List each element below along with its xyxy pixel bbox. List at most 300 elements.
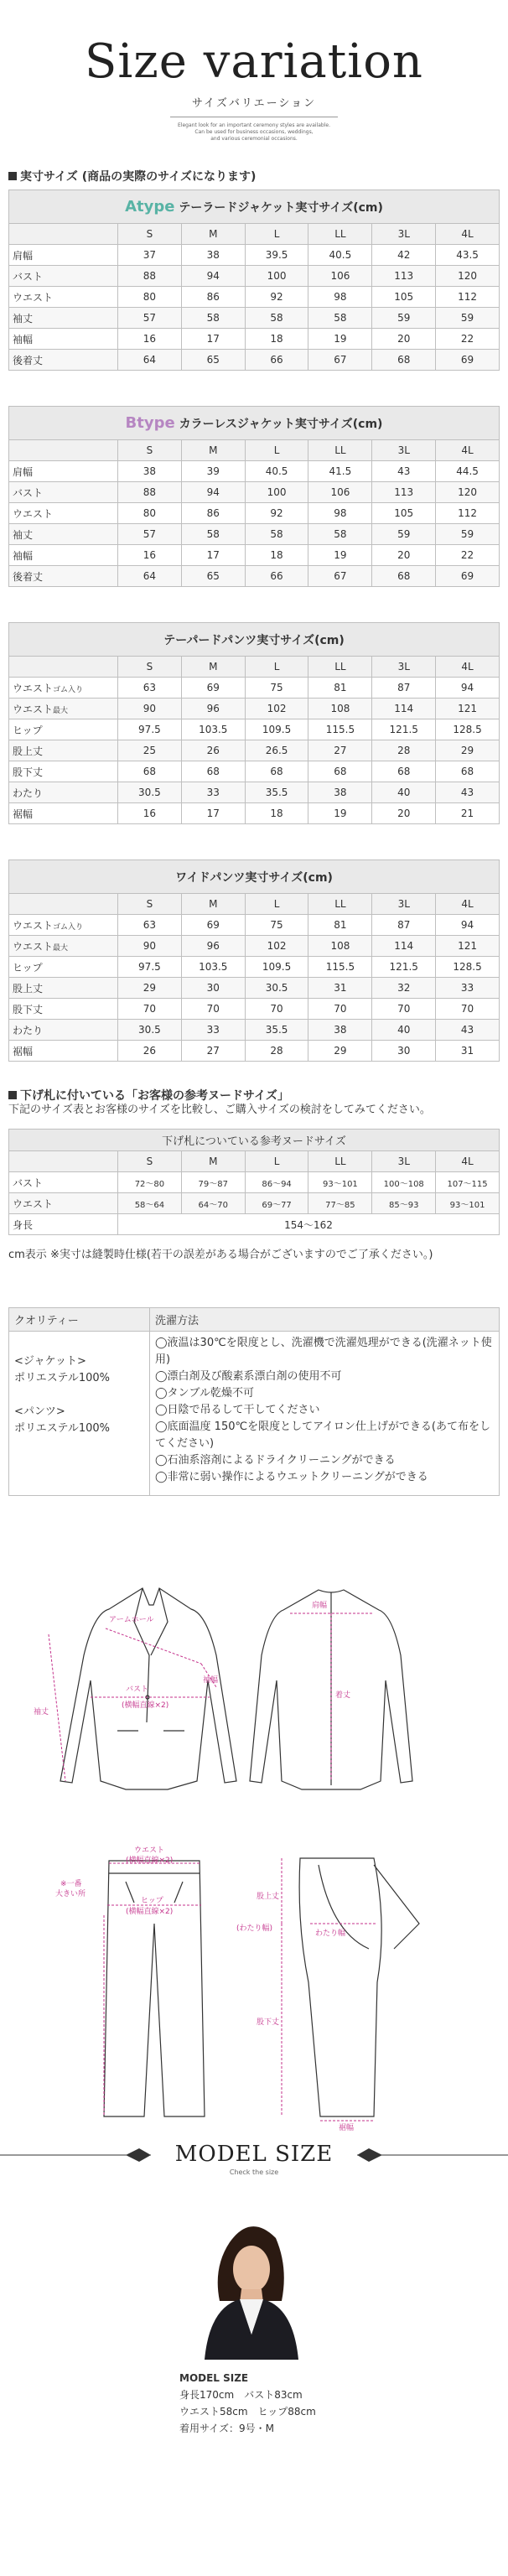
size-header: LL bbox=[308, 1151, 372, 1172]
cell-value: 20 bbox=[372, 803, 436, 824]
cell-value: 42 bbox=[372, 245, 436, 266]
cell-value: 39 bbox=[181, 461, 245, 482]
cell-value: 112 bbox=[436, 287, 500, 308]
row-label: わたり bbox=[9, 782, 118, 803]
cell-value: 115.5 bbox=[308, 957, 372, 978]
row-label: バスト bbox=[9, 482, 118, 503]
cell-value: 86〜94 bbox=[245, 1172, 308, 1193]
cell-value: 121 bbox=[436, 699, 500, 719]
model-info-line-2: ウエスト58cm ヒップ88cm bbox=[179, 2406, 316, 2418]
wash-item: ◯タンブル乾燥不可 bbox=[155, 1387, 255, 1400]
cell-value: 43.5 bbox=[436, 245, 500, 266]
cell-value: 43 bbox=[436, 782, 500, 803]
model-info-title: MODEL SIZE bbox=[179, 2372, 249, 2384]
cell-value: 21 bbox=[436, 803, 500, 824]
cell-value: 100 bbox=[245, 482, 308, 503]
cell-value: 121.5 bbox=[372, 957, 436, 978]
model-size-subtitle: Check the size bbox=[229, 2168, 279, 2176]
size-header: M bbox=[181, 440, 245, 461]
table-caption bbox=[9, 623, 500, 657]
cell-value: 31 bbox=[436, 1041, 500, 1062]
ornament-divider bbox=[0, 2138, 508, 2172]
cell-value: 28 bbox=[245, 1041, 308, 1062]
wash-item: ◯底面温度 150℃を限度としてアイロン仕上げができる(あて布をしてください) bbox=[155, 1420, 490, 1450]
cell-value: 59 bbox=[436, 308, 500, 329]
row-label: バスト bbox=[9, 1172, 118, 1193]
cell-value: 86 bbox=[181, 503, 245, 524]
table-row bbox=[9, 308, 500, 329]
row-label-note: 最大 bbox=[53, 706, 69, 715]
size-header: M bbox=[181, 1151, 245, 1172]
row-label-note: 最大 bbox=[53, 943, 69, 953]
cell-value: 128.5 bbox=[436, 719, 500, 740]
cell-value: 16 bbox=[118, 803, 182, 824]
table-row bbox=[9, 266, 500, 287]
cell-value: 39.5 bbox=[245, 245, 308, 266]
size-header: S bbox=[118, 894, 182, 915]
cell-value: 97.5 bbox=[118, 957, 182, 978]
cell-value: 65 bbox=[181, 350, 245, 371]
cell-value: 30.5 bbox=[118, 782, 182, 803]
cell-value: 100〜108 bbox=[372, 1172, 436, 1193]
cell-value: 22 bbox=[436, 329, 500, 350]
table-row bbox=[9, 482, 500, 503]
page-title: Size variation bbox=[84, 34, 423, 89]
cell-value: 69 bbox=[436, 566, 500, 587]
row-label-note: ゴム入り bbox=[53, 922, 84, 932]
cell-value: 97.5 bbox=[118, 719, 182, 740]
cell-value: 128.5 bbox=[436, 957, 500, 978]
size-header: 3L bbox=[372, 657, 436, 678]
size-header: M bbox=[181, 657, 245, 678]
cell-value: 19 bbox=[308, 545, 372, 566]
table-row bbox=[9, 719, 500, 740]
cell-value: 19 bbox=[308, 803, 372, 824]
cell-value: 68 bbox=[372, 350, 436, 371]
row-label: 裾幅 bbox=[9, 1041, 118, 1062]
cell-value: 93〜101 bbox=[308, 1172, 372, 1193]
row-label: 袖丈 bbox=[9, 308, 118, 329]
cell-value: 68 bbox=[245, 761, 308, 782]
row-label: ウエスト bbox=[9, 287, 118, 308]
cell-value: 58〜64 bbox=[118, 1193, 182, 1214]
wash-item: ◯液温は30℃を限度とし、洗濯機で洗濯処理ができる(洗濯ネット使用) bbox=[155, 1337, 492, 1366]
cell-value: 29 bbox=[118, 978, 182, 999]
cell-value: 40.5 bbox=[245, 461, 308, 482]
row-label: ウエスト bbox=[9, 503, 118, 524]
cell-value: 81 bbox=[308, 678, 372, 699]
row-label: 股上丈 bbox=[9, 978, 118, 999]
cell-value: 75 bbox=[245, 678, 308, 699]
model-info-line-3: 着用サイズ：9号・M bbox=[179, 2423, 275, 2434]
cell-value: 69 bbox=[436, 350, 500, 371]
wash-cell bbox=[150, 1332, 500, 1496]
wash-item: ◯非常に弱い操作によるウエットクリーニングができる bbox=[155, 1471, 428, 1483]
cell-value: 64 bbox=[118, 350, 182, 371]
cell-value: 18 bbox=[245, 803, 308, 824]
cell-value: 63 bbox=[118, 915, 182, 936]
cell-value: 80 bbox=[118, 287, 182, 308]
cell-value: 38 bbox=[181, 245, 245, 266]
cell-value: 67 bbox=[308, 350, 372, 371]
inseam-label: 股下丈 bbox=[257, 2018, 280, 2027]
hip-label: ヒップ bbox=[141, 1897, 163, 1905]
cell-value: 108 bbox=[308, 936, 372, 957]
cell-value: 79〜87 bbox=[181, 1172, 245, 1193]
size-table bbox=[8, 860, 500, 1062]
table-row bbox=[9, 957, 500, 978]
cell-value: 38 bbox=[308, 1020, 372, 1041]
table-row bbox=[9, 936, 500, 957]
size-header: M bbox=[181, 894, 245, 915]
quality-pants-material: ポリエステル100% bbox=[14, 1422, 110, 1435]
sleeve-length-label: 袖丈 bbox=[34, 1708, 49, 1716]
cell-value: 30 bbox=[181, 978, 245, 999]
cell-value: 92 bbox=[245, 287, 308, 308]
size-header: L bbox=[245, 440, 308, 461]
cell-value: 58 bbox=[245, 308, 308, 329]
model-size-title: MODEL SIZE bbox=[174, 2142, 334, 2167]
size-header: 3L bbox=[372, 224, 436, 245]
model-size-section bbox=[0, 2133, 508, 2452]
tagline-1: Elegant look for an important ceremony styles are available. bbox=[178, 122, 330, 128]
size-header: S bbox=[118, 657, 182, 678]
type-prefix-tail: type bbox=[137, 414, 175, 432]
cell-value: 63 bbox=[118, 678, 182, 699]
nude-footnote: cm表示 ※実寸は縫製時仕様(若干の誤差がある場合がございますのでご了承ください。) bbox=[8, 1249, 433, 1261]
nude-size-table bbox=[8, 1129, 500, 1235]
size-header: M bbox=[181, 224, 245, 245]
shoulder-label: 肩幅 bbox=[312, 1602, 328, 1610]
waist-label: ウエスト bbox=[134, 1846, 165, 1855]
table-row bbox=[9, 524, 500, 545]
row-label: 股下丈 bbox=[9, 999, 118, 1020]
size-header: LL bbox=[308, 657, 372, 678]
row-label: ウエスト最大 bbox=[9, 699, 118, 719]
max-width-label-1: ※一番 bbox=[60, 1880, 82, 1888]
waist-note: (横幅直線×2) bbox=[126, 1857, 174, 1865]
cell-value: 96 bbox=[181, 699, 245, 719]
cell-value: 43 bbox=[436, 1020, 500, 1041]
garment-diagram-svg bbox=[0, 1530, 508, 2133]
quality-jacket-material: ポリエステル100% bbox=[14, 1372, 110, 1384]
cell-value: 18 bbox=[245, 545, 308, 566]
cell-value: 93〜101 bbox=[436, 1193, 500, 1214]
model-info-line-1: 身長170cm バスト83cm bbox=[179, 2389, 303, 2401]
cell-value: 30.5 bbox=[118, 1020, 182, 1041]
nude-row bbox=[9, 1193, 500, 1214]
cell-value: 28 bbox=[372, 740, 436, 761]
cell-value: 88 bbox=[118, 266, 182, 287]
cell-value: 38 bbox=[308, 782, 372, 803]
table-row bbox=[9, 287, 500, 308]
type-prefix: B bbox=[125, 414, 137, 432]
row-label: ウエスト bbox=[9, 1193, 118, 1214]
cell-value: 115.5 bbox=[308, 719, 372, 740]
cell-value: 17 bbox=[181, 329, 245, 350]
cell-value: 27 bbox=[181, 1041, 245, 1062]
row-label-note: ゴム入り bbox=[53, 685, 84, 694]
row-label: 後着丈 bbox=[9, 566, 118, 587]
cell-value: 40 bbox=[372, 782, 436, 803]
rise-label: 股上丈 bbox=[257, 1893, 280, 1901]
size-header: 4L bbox=[436, 657, 500, 678]
square-bullet-icon bbox=[8, 172, 17, 180]
cell-value: 65 bbox=[181, 566, 245, 587]
wash-item: ◯日陰で吊るして干してください bbox=[155, 1404, 320, 1416]
cell-value: 69〜77 bbox=[245, 1193, 308, 1214]
cell-value: 70 bbox=[308, 999, 372, 1020]
nude-table-caption: 下げ札についている参考ヌードサイズ bbox=[9, 1130, 500, 1151]
cell-value: 58 bbox=[181, 308, 245, 329]
size-header: 3L bbox=[372, 894, 436, 915]
cell-value: 121.5 bbox=[372, 719, 436, 740]
size-header: S bbox=[118, 224, 182, 245]
cell-value: 86 bbox=[181, 287, 245, 308]
cell-value: 30.5 bbox=[245, 978, 308, 999]
model-photo bbox=[179, 2209, 322, 2360]
cell-value: 114 bbox=[372, 936, 436, 957]
cell-value: 58 bbox=[245, 524, 308, 545]
table-row bbox=[9, 1020, 500, 1041]
cell-value: 38 bbox=[118, 461, 182, 482]
cell-value: 68 bbox=[118, 761, 182, 782]
wash-item: ◯石油系溶剤によるドライクリーニングができる bbox=[155, 1454, 396, 1467]
cell-value: 40.5 bbox=[308, 245, 372, 266]
cell-value: 106 bbox=[308, 266, 372, 287]
cell-value: 120 bbox=[436, 482, 500, 503]
quality-pants: <パンツ> bbox=[14, 1405, 65, 1418]
care-table bbox=[8, 1307, 500, 1496]
table-caption bbox=[9, 860, 500, 894]
thigh-bracket-label: (わたり幅) bbox=[236, 1924, 273, 1933]
model-portrait-icon bbox=[179, 2209, 322, 2360]
cell-value: 72〜80 bbox=[118, 1172, 182, 1193]
cell-value: 70 bbox=[436, 999, 500, 1020]
cell-value: 66 bbox=[245, 350, 308, 371]
cell-value: 81 bbox=[308, 915, 372, 936]
size-header: L bbox=[245, 657, 308, 678]
cell-value: 94 bbox=[436, 915, 500, 936]
cell-value: 58 bbox=[308, 524, 372, 545]
cell-value: 33 bbox=[181, 1020, 245, 1041]
cell-value: 120 bbox=[436, 266, 500, 287]
cell-value: 44.5 bbox=[436, 461, 500, 482]
size-header: LL bbox=[308, 224, 372, 245]
size-header: L bbox=[245, 1151, 308, 1172]
cell-value: 77〜85 bbox=[308, 1193, 372, 1214]
cell-value: 27 bbox=[308, 740, 372, 761]
row-label: 袖幅 bbox=[9, 545, 118, 566]
bust-note: (横幅直線×2) bbox=[122, 1701, 169, 1710]
size-header: 3L bbox=[372, 1151, 436, 1172]
cell-value: 121 bbox=[436, 936, 500, 957]
table-row bbox=[9, 566, 500, 587]
table-row bbox=[9, 915, 500, 936]
table-row bbox=[9, 350, 500, 371]
cell-value: 33 bbox=[181, 782, 245, 803]
cell-value: 57 bbox=[118, 524, 182, 545]
table-row bbox=[9, 461, 500, 482]
square-bullet-icon bbox=[8, 1091, 17, 1099]
hem-label: 裾幅 bbox=[339, 2124, 355, 2132]
cell-value: 26 bbox=[181, 740, 245, 761]
cell-value: 90 bbox=[118, 699, 182, 719]
row-label: 肩幅 bbox=[9, 245, 118, 266]
row-label: わたり bbox=[9, 1020, 118, 1041]
cell-value: 103.5 bbox=[181, 719, 245, 740]
cell-value: 31 bbox=[308, 978, 372, 999]
size-table bbox=[8, 190, 500, 371]
cell-value: 59 bbox=[436, 524, 500, 545]
height-value: 154〜162 bbox=[118, 1214, 500, 1235]
cell-value: 69 bbox=[181, 678, 245, 699]
cell-value: 26 bbox=[118, 1041, 182, 1062]
cell-value: 20 bbox=[372, 329, 436, 350]
cell-value: 68 bbox=[372, 566, 436, 587]
hero-header bbox=[0, 0, 508, 168]
size-header: 4L bbox=[436, 1151, 500, 1172]
table-row bbox=[9, 545, 500, 566]
cell-value: 68 bbox=[436, 761, 500, 782]
size-header: L bbox=[245, 894, 308, 915]
table-row bbox=[9, 245, 500, 266]
cell-value: 108 bbox=[308, 699, 372, 719]
table-row bbox=[9, 503, 500, 524]
cell-value: 40 bbox=[372, 1020, 436, 1041]
table-row bbox=[9, 699, 500, 719]
cell-value: 20 bbox=[372, 545, 436, 566]
cell-value: 88 bbox=[118, 482, 182, 503]
table-row bbox=[9, 678, 500, 699]
tagline-3: and various ceremonial occasions. bbox=[210, 136, 298, 142]
cell-value: 59 bbox=[372, 308, 436, 329]
cell-value: 94 bbox=[436, 678, 500, 699]
cell-value: 105 bbox=[372, 503, 436, 524]
cell-value: 43 bbox=[372, 461, 436, 482]
measurement-diagram bbox=[0, 1530, 508, 2133]
size-header: 4L bbox=[436, 224, 500, 245]
back-length-label: 着丈 bbox=[335, 1691, 351, 1700]
cell-value: 22 bbox=[436, 545, 500, 566]
table-caption-text: カラーレスジャケット実寸サイズ(cm) bbox=[174, 418, 383, 431]
table-row bbox=[9, 329, 500, 350]
size-header: 4L bbox=[436, 894, 500, 915]
size-header-row bbox=[9, 440, 500, 461]
arm-hole-label: アームホール bbox=[109, 1616, 154, 1624]
quality-jacket: <ジャケット> bbox=[14, 1355, 86, 1368]
cell-value: 16 bbox=[118, 545, 182, 566]
cell-value: 68 bbox=[372, 761, 436, 782]
cell-value: 58 bbox=[308, 308, 372, 329]
cell-value: 98 bbox=[308, 503, 372, 524]
cell-value: 107〜115 bbox=[436, 1172, 500, 1193]
cell-value: 35.5 bbox=[245, 1020, 308, 1041]
cell-value: 58 bbox=[181, 524, 245, 545]
cell-value: 80 bbox=[118, 503, 182, 524]
row-label: バスト bbox=[9, 266, 118, 287]
size-header: LL bbox=[308, 894, 372, 915]
table-row bbox=[9, 999, 500, 1020]
size-header: S bbox=[118, 1151, 182, 1172]
cell-value: 70 bbox=[372, 999, 436, 1020]
size-header: LL bbox=[308, 440, 372, 461]
cell-value: 98 bbox=[308, 287, 372, 308]
nude-heading: 下げ札に付いている「お客様の参考ヌードサイズ」 bbox=[0, 1087, 508, 1102]
size-header-row bbox=[9, 894, 500, 915]
cell-value: 105 bbox=[372, 287, 436, 308]
table-row bbox=[9, 761, 500, 782]
size-header: L bbox=[245, 224, 308, 245]
nude-row bbox=[9, 1172, 500, 1193]
row-label: 後着丈 bbox=[9, 350, 118, 371]
cell-value: 35.5 bbox=[245, 782, 308, 803]
cell-value: 92 bbox=[245, 503, 308, 524]
cell-value: 37 bbox=[118, 245, 182, 266]
hip-note: (横幅直線×2) bbox=[126, 1908, 174, 1916]
section-heading: 実寸サイズ (商品の実際のサイズになります) bbox=[0, 168, 508, 186]
type-prefix-tail: type bbox=[137, 198, 175, 216]
table-caption bbox=[9, 190, 500, 224]
cell-value: 102 bbox=[245, 936, 308, 957]
cell-value: 109.5 bbox=[245, 719, 308, 740]
quality-cell bbox=[9, 1332, 150, 1496]
cell-value: 17 bbox=[181, 545, 245, 566]
cell-value: 59 bbox=[372, 524, 436, 545]
nude-height-row bbox=[9, 1214, 500, 1235]
cell-value: 29 bbox=[308, 1041, 372, 1062]
table-row bbox=[9, 978, 500, 999]
wash-header: 洗濯方法 bbox=[150, 1308, 500, 1332]
size-tables bbox=[0, 186, 508, 1062]
nude-header-row bbox=[9, 1151, 500, 1172]
wash-item: ◯漂白剤及び酸素系漂白剤の使用不可 bbox=[155, 1370, 342, 1383]
row-label: ヒップ bbox=[9, 719, 118, 740]
cell-value: 109.5 bbox=[245, 957, 308, 978]
row-label: 身長 bbox=[9, 1214, 118, 1235]
cell-value: 70 bbox=[181, 999, 245, 1020]
cell-value: 102 bbox=[245, 699, 308, 719]
row-label: 肩幅 bbox=[9, 461, 118, 482]
table-row bbox=[9, 782, 500, 803]
row-label: 股下丈 bbox=[9, 761, 118, 782]
model-info bbox=[179, 2370, 316, 2437]
sleeve-width-label: 袖幅 bbox=[203, 1676, 219, 1685]
nude-description: 下記のサイズ表とお客様のサイズを比較し、ご購入サイズの検討をしてみてください。 bbox=[8, 1104, 431, 1116]
cell-value: 113 bbox=[372, 482, 436, 503]
table-row bbox=[9, 740, 500, 761]
table-caption bbox=[9, 407, 500, 440]
cell-value: 106 bbox=[308, 482, 372, 503]
cell-value: 64〜70 bbox=[181, 1193, 245, 1214]
cell-value: 70 bbox=[118, 999, 182, 1020]
bust-label: バスト bbox=[126, 1685, 149, 1694]
cell-value: 69 bbox=[181, 915, 245, 936]
cell-value: 57 bbox=[118, 308, 182, 329]
cell-value: 94 bbox=[181, 482, 245, 503]
cell-value: 29 bbox=[436, 740, 500, 761]
row-label: 裾幅 bbox=[9, 803, 118, 824]
cell-value: 18 bbox=[245, 329, 308, 350]
cell-value: 68 bbox=[308, 761, 372, 782]
cell-value: 94 bbox=[181, 266, 245, 287]
cell-value: 16 bbox=[118, 329, 182, 350]
cell-value: 85〜93 bbox=[372, 1193, 436, 1214]
cell-value: 41.5 bbox=[308, 461, 372, 482]
cell-value: 26.5 bbox=[245, 740, 308, 761]
cell-value: 25 bbox=[118, 740, 182, 761]
max-width-label-2: 大きい所 bbox=[55, 1890, 86, 1898]
